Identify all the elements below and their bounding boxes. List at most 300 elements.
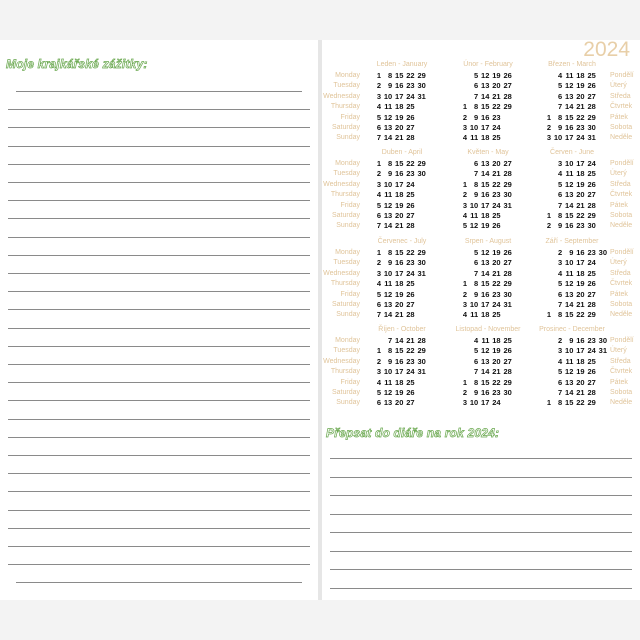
calendar-day: 31 <box>503 300 512 309</box>
calendar-day: 3 <box>462 200 467 210</box>
calendar-day: 7 <box>474 268 479 278</box>
weekday-label-cs: Sobota <box>610 389 633 396</box>
transfer-line <box>330 495 632 496</box>
calendar-day: 14 <box>565 102 574 112</box>
calendar-day: 9 <box>388 258 393 268</box>
calendar-day: 20 <box>576 91 585 101</box>
calendar-day: 6 <box>376 300 381 309</box>
calendar-day: 12 <box>565 179 574 189</box>
calendar-day: 13 <box>481 258 490 268</box>
calendar-day: 26 <box>587 279 596 289</box>
calendar-day: 8 <box>474 179 479 189</box>
calendar-day: 23 <box>492 112 501 122</box>
calendar-day: 18 <box>395 377 404 387</box>
calendar-day: 19 <box>492 346 501 356</box>
calendar-day: 28 <box>406 221 415 231</box>
calendar-day: 1 <box>546 112 551 122</box>
calendar-day: 9 <box>388 169 393 179</box>
calendar-day: 13 <box>481 356 490 366</box>
weekday-label-en: Friday <box>340 113 360 121</box>
calendar-day: 24 <box>492 200 501 210</box>
calendar-day: 15 <box>565 211 574 220</box>
calendar-day: 3 <box>462 300 467 309</box>
calendar-day: 19 <box>395 200 404 210</box>
calendar-day: 26 <box>406 388 415 397</box>
calendar-day: 17 <box>481 200 490 210</box>
weekday-label-en: Tuesday <box>333 170 360 178</box>
calendar-day: 20 <box>576 377 585 387</box>
note-line <box>8 419 310 420</box>
calendar-day: 12 <box>383 289 393 299</box>
note-line <box>8 346 310 347</box>
calendar-day: 25 <box>492 211 501 220</box>
calendar-day: 14 <box>565 300 574 309</box>
calendar-day: 1 <box>462 279 467 289</box>
calendar-day: 24 <box>406 268 415 278</box>
calendar-day: 4 <box>474 336 479 345</box>
calendar-day: 23 <box>406 81 415 91</box>
calendar-day: 6 <box>558 289 563 299</box>
calendar-day: 8 <box>558 310 563 320</box>
calendar-day: 13 <box>383 300 393 309</box>
calendar-day: 21 <box>395 221 404 231</box>
calendar-day: 28 <box>417 336 426 345</box>
calendar-day: 14 <box>481 91 490 101</box>
calendar-day: 9 <box>474 190 479 200</box>
calendar-day: 16 <box>395 169 404 179</box>
calendar-day: 10 <box>383 91 393 101</box>
calendar-day: 26 <box>503 248 512 257</box>
calendar-day: 23 <box>406 356 415 366</box>
calendar-day: 2 <box>462 112 467 122</box>
calendar-day: 24 <box>406 179 415 189</box>
calendar-day: 21 <box>492 268 501 278</box>
calendar-day: 13 <box>565 91 574 101</box>
weekday-label-cs: Pondělí <box>610 337 634 344</box>
month-title: Červen - June <box>550 149 594 156</box>
weekday-label-en: Monday <box>335 249 360 256</box>
calendar-day: 30 <box>587 221 596 231</box>
note-line <box>8 200 310 201</box>
calendar-day: 14 <box>565 388 574 397</box>
calendar-day: 5 <box>558 279 563 289</box>
calendar-day: 2 <box>462 388 467 397</box>
calendar-day: 11 <box>565 71 574 80</box>
weekday-label-en: Friday <box>340 378 360 386</box>
note-line <box>8 491 310 492</box>
calendar-day: 28 <box>503 367 512 377</box>
calendar-day: 20 <box>395 211 404 220</box>
calendar-day: 3 <box>376 367 381 377</box>
calendar-day: 9 <box>558 221 563 231</box>
calendar-day: 20 <box>576 289 585 299</box>
calendar-day: 4 <box>376 279 381 289</box>
calendar-day: 1 <box>376 346 381 356</box>
calendar-day: 27 <box>587 91 596 101</box>
calendar-day: 28 <box>406 133 415 143</box>
calendar-day: 7 <box>558 388 563 397</box>
calendar-day: 29 <box>417 71 426 80</box>
calendar-day: 5 <box>558 179 563 189</box>
calendar-day: 7 <box>558 102 563 112</box>
note-line <box>8 455 310 456</box>
calendar-day: 26 <box>406 200 415 210</box>
calendar-day: 31 <box>503 200 512 210</box>
calendar-day: 27 <box>587 377 596 387</box>
calendar-day: 25 <box>587 71 596 80</box>
note-line <box>8 127 310 128</box>
weekday-label-en: Wednesday <box>323 357 360 365</box>
calendar-day: 16 <box>395 258 404 268</box>
calendar-day: 16 <box>395 81 404 91</box>
calendar-day: 22 <box>406 159 415 168</box>
calendar-day: 20 <box>492 159 501 168</box>
calendar-day: 21 <box>406 336 415 345</box>
calendar-day: 30 <box>598 336 607 345</box>
calendar-day: 24 <box>576 133 585 143</box>
note-line <box>8 437 310 438</box>
calendar-day: 29 <box>587 398 596 408</box>
calendar-day: 29 <box>503 279 512 289</box>
calendar-day: 4 <box>376 102 381 112</box>
calendar-day: 19 <box>492 248 501 257</box>
calendar-day: 28 <box>587 388 596 397</box>
calendar-day: 10 <box>383 179 393 189</box>
note-line <box>16 582 302 583</box>
weekday-label-cs: Úterý <box>610 347 627 355</box>
calendar-day: 3 <box>376 268 381 278</box>
calendar-day: 19 <box>395 388 404 397</box>
calendar-day: 7 <box>558 200 563 210</box>
calendar-day: 8 <box>388 159 393 168</box>
note-line <box>8 364 310 365</box>
calendar-day: 13 <box>481 81 490 91</box>
calendar-day: 6 <box>376 211 381 220</box>
calendar-day: 30 <box>503 388 512 397</box>
calendar-day: 6 <box>474 81 479 91</box>
calendar-day: 3 <box>558 159 563 168</box>
calendar-day: 26 <box>492 221 501 231</box>
calendar-day: 15 <box>395 71 404 80</box>
calendar-day: 11 <box>384 102 393 112</box>
calendar-day: 10 <box>469 398 479 408</box>
weekday-label-cs: Středa <box>610 180 631 188</box>
calendar-day: 12 <box>469 221 479 231</box>
weekday-label-cs: Pátek <box>610 378 628 386</box>
calendar-day: 11 <box>481 336 490 345</box>
calendar-day: 24 <box>406 91 415 101</box>
calendar-day: 24 <box>492 300 501 309</box>
calendar-day: 19 <box>481 221 490 231</box>
calendar-day: 28 <box>503 268 512 278</box>
calendar-day: 25 <box>587 268 596 278</box>
weekday-label-en: Monday <box>335 337 360 344</box>
calendar-day: 29 <box>503 377 512 387</box>
calendar-day: 16 <box>481 190 490 200</box>
calendar-day: 19 <box>395 289 404 299</box>
calendar-day: 23 <box>576 123 585 132</box>
calendar-day: 29 <box>417 248 426 257</box>
calendar-day: 30 <box>417 356 426 366</box>
calendar-day: 9 <box>388 81 393 91</box>
note-line <box>8 109 310 110</box>
notes-title: Moje krajkářské zážitky: <box>6 57 148 71</box>
calendar-day: 22 <box>492 279 501 289</box>
calendar-day: 30 <box>503 190 512 200</box>
calendar-day: 8 <box>388 248 393 257</box>
calendar-day: 15 <box>565 398 574 408</box>
calendar-day: 16 <box>481 289 490 299</box>
weekday-label-en: Thursday <box>330 103 360 111</box>
calendar-day: 26 <box>406 112 415 122</box>
note-line <box>8 546 310 547</box>
weekday-label-cs: Pondělí <box>610 160 634 167</box>
weekday-label-cs: Pondělí <box>610 249 634 256</box>
calendar-day: 15 <box>565 112 574 122</box>
calendar-day: 4 <box>376 190 381 200</box>
calendar-day: 11 <box>470 211 479 220</box>
calendar-day: 27 <box>503 356 512 366</box>
calendar-day: 2 <box>376 81 381 91</box>
calendar-day: 11 <box>470 133 479 143</box>
month-title: Prosinec - December <box>539 326 605 333</box>
weekday-label-cs: Středa <box>610 357 631 365</box>
month-title: Říjen - October <box>378 326 426 333</box>
calendar-day: 26 <box>503 71 512 80</box>
calendar-day: 15 <box>481 279 490 289</box>
calendar-day: 5 <box>474 248 479 257</box>
month-title: Květen - May <box>467 149 509 156</box>
calendar-day: 22 <box>406 71 415 80</box>
calendar-day: 3 <box>558 258 563 268</box>
calendar-day: 14 <box>481 169 490 179</box>
calendar-day: 10 <box>469 300 479 309</box>
calendar-day: 25 <box>587 169 596 179</box>
calendar-day: 31 <box>417 91 426 101</box>
calendar-day: 7 <box>474 367 479 377</box>
calendar-day: 17 <box>395 268 404 278</box>
calendar-day: 25 <box>492 133 501 143</box>
calendar-day: 16 <box>576 336 585 345</box>
calendar-day: 23 <box>576 221 585 231</box>
calendar-day: 2 <box>376 258 381 268</box>
calendar-day: 12 <box>383 112 393 122</box>
calendar-day: 3 <box>376 91 381 101</box>
calendar-day: 24 <box>406 367 415 377</box>
left-page <box>0 40 318 600</box>
calendar-day: 11 <box>565 356 574 366</box>
calendar-day: 18 <box>395 190 404 200</box>
calendar-day: 6 <box>558 91 563 101</box>
calendar-day: 17 <box>395 179 404 189</box>
calendar-day: 20 <box>492 81 501 91</box>
calendar-day: 7 <box>376 133 381 143</box>
calendar-day: 4 <box>558 71 563 80</box>
note-line <box>8 218 310 219</box>
calendar-day: 5 <box>376 112 381 122</box>
calendar-day: 10 <box>565 258 574 268</box>
calendar-day: 23 <box>587 248 596 257</box>
calendar-day: 2 <box>558 248 563 257</box>
calendar-day: 18 <box>492 336 501 345</box>
calendar-day: 8 <box>474 279 479 289</box>
calendar-day: 22 <box>576 112 585 122</box>
weekday-label-cs: Neděle <box>610 134 633 142</box>
calendar-day: 9 <box>569 248 574 257</box>
calendar-day: 5 <box>376 289 381 299</box>
weekday-label-en: Thursday <box>330 280 360 288</box>
calendar-day: 6 <box>558 377 563 387</box>
calendar-day: 22 <box>492 179 501 189</box>
weekday-label-cs: Středa <box>610 269 631 277</box>
calendar-day: 27 <box>587 190 596 200</box>
calendar-day: 17 <box>481 123 490 132</box>
calendar-day: 5 <box>558 81 563 91</box>
calendar-day: 2 <box>376 356 381 366</box>
calendar-day: 11 <box>565 169 574 179</box>
calendar-day: 10 <box>383 367 393 377</box>
calendar-day: 21 <box>576 300 585 309</box>
month-title: Březen - March <box>548 61 596 68</box>
calendar-day: 25 <box>492 310 501 320</box>
calendar-day: 4 <box>558 356 563 366</box>
calendar-day: 28 <box>503 91 512 101</box>
calendar-day: 21 <box>492 367 501 377</box>
calendar-day: 30 <box>503 289 512 299</box>
year-label: 2024 <box>583 38 630 61</box>
calendar-day: 26 <box>503 346 512 356</box>
weekday-label-en: Monday <box>335 160 360 167</box>
calendar-day: 10 <box>565 159 574 168</box>
calendar-day: 3 <box>462 123 467 132</box>
calendar-day: 19 <box>492 71 501 80</box>
calendar-day: 1 <box>376 71 381 80</box>
calendar-day: 20 <box>395 300 404 309</box>
weekday-label-cs: Neděle <box>610 222 633 230</box>
calendar-day: 23 <box>406 169 415 179</box>
calendar-day: 5 <box>474 346 479 356</box>
calendar-day: 5 <box>376 200 381 210</box>
calendar-day: 16 <box>565 221 574 231</box>
calendar-day: 1 <box>462 179 467 189</box>
transfer-line <box>330 514 632 515</box>
weekday-label-en: Sunday <box>336 399 360 407</box>
calendar-day: 22 <box>576 310 585 320</box>
calendar-day: 8 <box>388 346 393 356</box>
calendar-day: 19 <box>576 179 585 189</box>
transfer-line <box>330 569 632 570</box>
calendar-day: 1 <box>376 248 381 257</box>
note-line <box>8 473 310 474</box>
calendar-day: 3 <box>376 179 381 189</box>
calendar-day: 28 <box>587 300 596 309</box>
note-line <box>8 182 310 183</box>
calendar-day: 18 <box>395 279 404 289</box>
calendar-day: 13 <box>383 123 393 132</box>
calendar-day: 7 <box>558 300 563 309</box>
month-title: Listopad - November <box>455 326 521 333</box>
calendar-day: 25 <box>406 190 415 200</box>
calendar-day: 13 <box>565 289 574 299</box>
calendar-day: 15 <box>395 346 404 356</box>
calendar-day: 3 <box>546 133 551 143</box>
calendar-day: 18 <box>576 356 585 366</box>
calendar-day: 18 <box>481 310 490 320</box>
calendar-day: 13 <box>481 159 490 168</box>
calendar-day: 14 <box>395 336 404 345</box>
calendar-day: 9 <box>558 123 563 132</box>
calendar-day: 2 <box>546 221 551 231</box>
calendar-day: 1 <box>546 211 551 220</box>
calendar-day: 11 <box>384 190 393 200</box>
calendar-day: 12 <box>565 81 574 91</box>
weekday-label-cs: Čtvrtek <box>610 191 633 199</box>
calendar-day: 18 <box>481 133 490 143</box>
calendar-day: 14 <box>565 200 574 210</box>
calendar-day: 1 <box>546 398 551 408</box>
calendar-day: 6 <box>474 356 479 366</box>
note-line <box>8 237 310 238</box>
calendar-day: 9 <box>569 336 574 345</box>
calendar-day: 13 <box>383 398 393 408</box>
calendar-day: 30 <box>587 123 596 132</box>
calendar-day: 22 <box>492 102 501 112</box>
calendar-day: 10 <box>383 268 393 278</box>
calendar-day: 18 <box>576 169 585 179</box>
weekday-label-cs: Čtvrtek <box>610 103 633 111</box>
note-line <box>8 510 310 511</box>
calendar-day: 17 <box>576 346 585 356</box>
calendar-day: 26 <box>587 81 596 91</box>
calendar-day: 4 <box>558 169 563 179</box>
calendar-day: 5 <box>462 221 467 231</box>
transfer-line <box>330 588 632 589</box>
calendar-day: 21 <box>576 388 585 397</box>
calendar-day: 17 <box>481 398 490 408</box>
calendar-day: 28 <box>587 102 596 112</box>
calendar-day: 22 <box>576 398 585 408</box>
calendar-day: 10 <box>553 133 563 143</box>
calendar-day: 13 <box>565 190 574 200</box>
calendar-day: 15 <box>395 159 404 168</box>
calendar-day: 21 <box>576 102 585 112</box>
calendar-day: 15 <box>481 102 490 112</box>
calendar-day: 21 <box>492 91 501 101</box>
calendar-day: 12 <box>565 279 574 289</box>
calendar-day: 2 <box>462 289 467 299</box>
calendar-day: 15 <box>481 377 490 387</box>
calendar-day: 31 <box>598 346 607 356</box>
calendar-day: 3 <box>462 398 467 408</box>
calendar-day: 16 <box>576 248 585 257</box>
calendar-day: 4 <box>462 211 467 220</box>
calendar-day: 12 <box>383 388 393 397</box>
calendar-day: 27 <box>406 211 415 220</box>
weekday-label-cs: Úterý <box>610 82 627 90</box>
weekday-label-en: Friday <box>340 201 360 209</box>
note-line <box>8 273 310 274</box>
calendar-day: 11 <box>565 268 574 278</box>
calendar-day: 18 <box>576 71 585 80</box>
weekday-label-en: Tuesday <box>333 82 360 90</box>
calendar-day: 2 <box>376 169 381 179</box>
calendar-day: 14 <box>481 367 490 377</box>
weekday-label-en: Thursday <box>330 191 360 199</box>
calendar-day: 29 <box>587 112 596 122</box>
calendar-day: 4 <box>462 133 467 143</box>
calendar-day: 8 <box>388 71 393 80</box>
calendar-day: 17 <box>576 258 585 268</box>
